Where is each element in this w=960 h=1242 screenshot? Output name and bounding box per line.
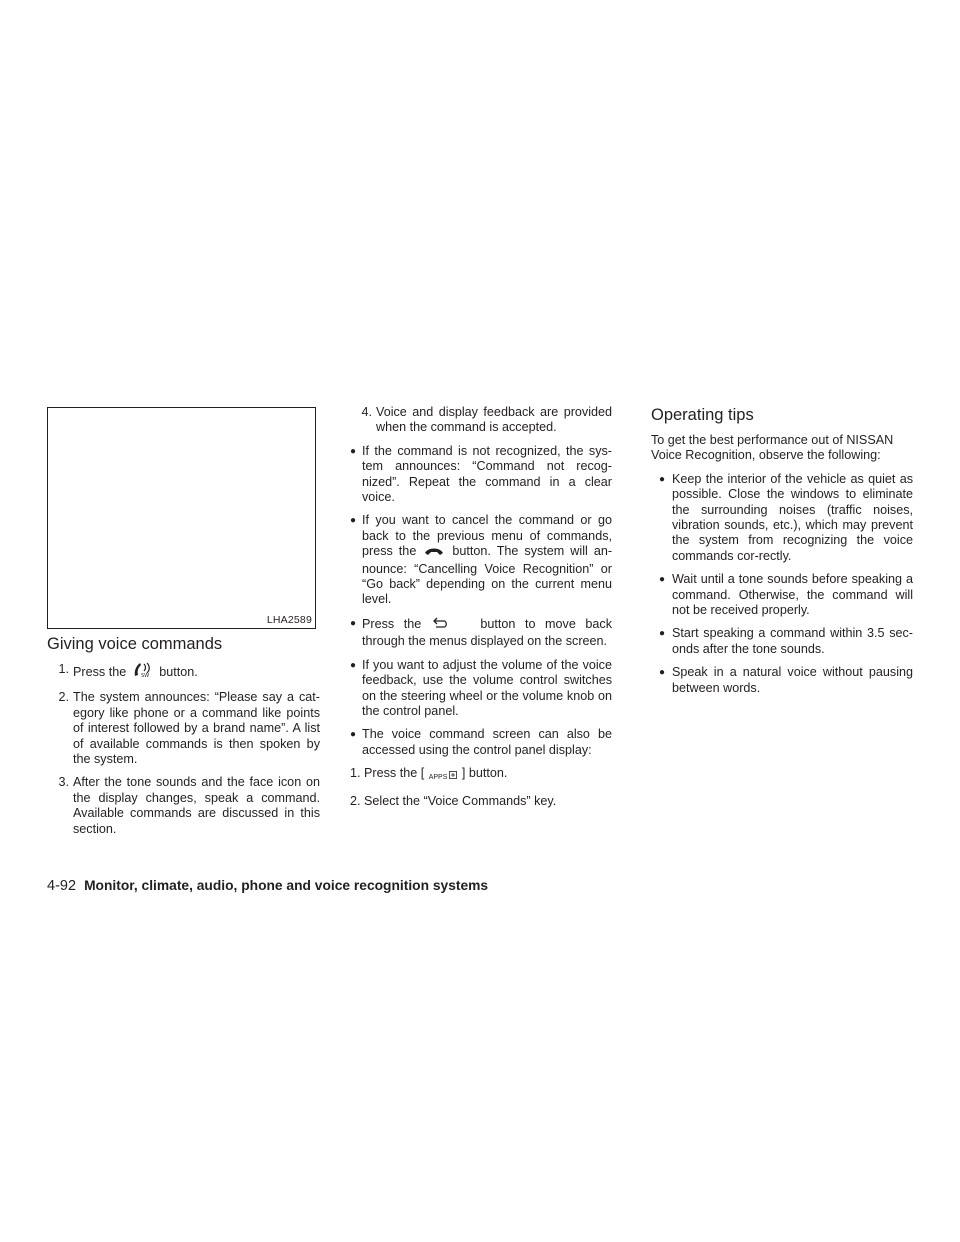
- bullet-not-recognized: ● If the command is not recognized, the sys-tem announces: “Command not recog-nized”. Repeat the command in a clear voice.: [350, 443, 612, 505]
- tip-item: ● Speak in a natural voice without pausing between words.: [659, 665, 913, 695]
- step-number: 1.: [58, 662, 69, 676]
- step-number: 3.: [58, 775, 69, 790]
- step-number: 4.: [361, 405, 372, 419]
- bullet-dot: ●: [350, 729, 357, 741]
- bullet-volume: ● If you want to adjust the volume of the voice feedback, use the volume control switches on the steering wheel or the volume knob on the control panel.: [350, 657, 612, 718]
- step-number: 2.: [58, 690, 69, 705]
- tip-item: ● Wait until a tone sounds before speaking a command. Otherwise, the command will not be received properly.: [659, 572, 913, 618]
- bullet-dot: ●: [659, 628, 666, 640]
- bullet-cancel: ● If you want to cancel the command or go back to the previous menu of commands, press the button. The system will an-nounce: “Cancelling Voice Recognition” or “Go back” depending on the current menu level.: [350, 513, 613, 607]
- back-arrow-icon: [433, 616, 449, 634]
- bullet-control-panel: ● The voice command screen can also be accessed using the control panel display:: [350, 727, 612, 757]
- apps-button-icon: APPS: [429, 770, 458, 785]
- right-column: [651, 405, 913, 704]
- bullet-dot: ●: [659, 667, 666, 679]
- left-column: [47, 634, 320, 845]
- page-number: 4-92: [47, 878, 77, 894]
- talk-button-icon: [132, 662, 154, 682]
- svg-text:SW: SW: [140, 673, 149, 678]
- figure-label: LHA2589: [266, 614, 312, 626]
- step-2: 2. The system announces: “Please say a cat-egory like phone or a command like points of interest followed by a brand name”. A list of available commands is then spoken by the system.: [47, 690, 320, 767]
- sub-step-1: 1. Press the [ APPS ] button.: [350, 766, 612, 785]
- middle-column: [350, 405, 612, 817]
- bullet-dot: ●: [350, 617, 357, 629]
- tip-item: ● Start speaking a command within 3.5 sec-onds after the tone sounds.: [659, 626, 913, 656]
- step-number: 2.: [350, 793, 361, 808]
- bullet-back: ● Press the button to move back through the menus displayed on the screen.: [350, 616, 612, 649]
- operating-tips-intro: To get the best performance out of NISSAN Voice Recognition, observe the following:: [651, 433, 894, 463]
- step-number: 1.: [350, 766, 361, 781]
- section-heading-giving-voice-commands: Giving voice commands: [47, 635, 223, 653]
- page-footer: [47, 878, 488, 894]
- bullet-dot: ●: [350, 659, 357, 671]
- step-1: 1. Press the SW button.: [47, 662, 320, 682]
- section-heading-operating-tips: Operating tips: [651, 406, 754, 424]
- sub-step-2: 2. Select the “Voice Commands” key.: [350, 793, 557, 808]
- tip-item: ● Keep the interior of the vehicle as quiet as possible. Close the windows to eliminate the surrounding noises (traffic noises, vibration sounds, etc.), which may prevent the system from recognizing the voice commands cor-rectly.: [659, 471, 913, 563]
- bullet-dot: ●: [350, 515, 357, 527]
- bullet-dot: ●: [659, 473, 666, 485]
- figure-placeholder: [47, 407, 316, 629]
- bullet-dot: ●: [350, 445, 357, 457]
- bullet-dot: ●: [659, 574, 666, 586]
- step-4: 4. Voice and display feedback are provided when the command is accepted.: [350, 405, 612, 436]
- phone-hangup-icon: [424, 545, 444, 561]
- step-3: 3. After the tone sounds and the face icon on the display changes, speak a command. Available commands are discussed in this section.: [47, 775, 320, 837]
- chapter-title: Monitor, climate, audio, phone and voice recognition systems: [84, 878, 489, 893]
